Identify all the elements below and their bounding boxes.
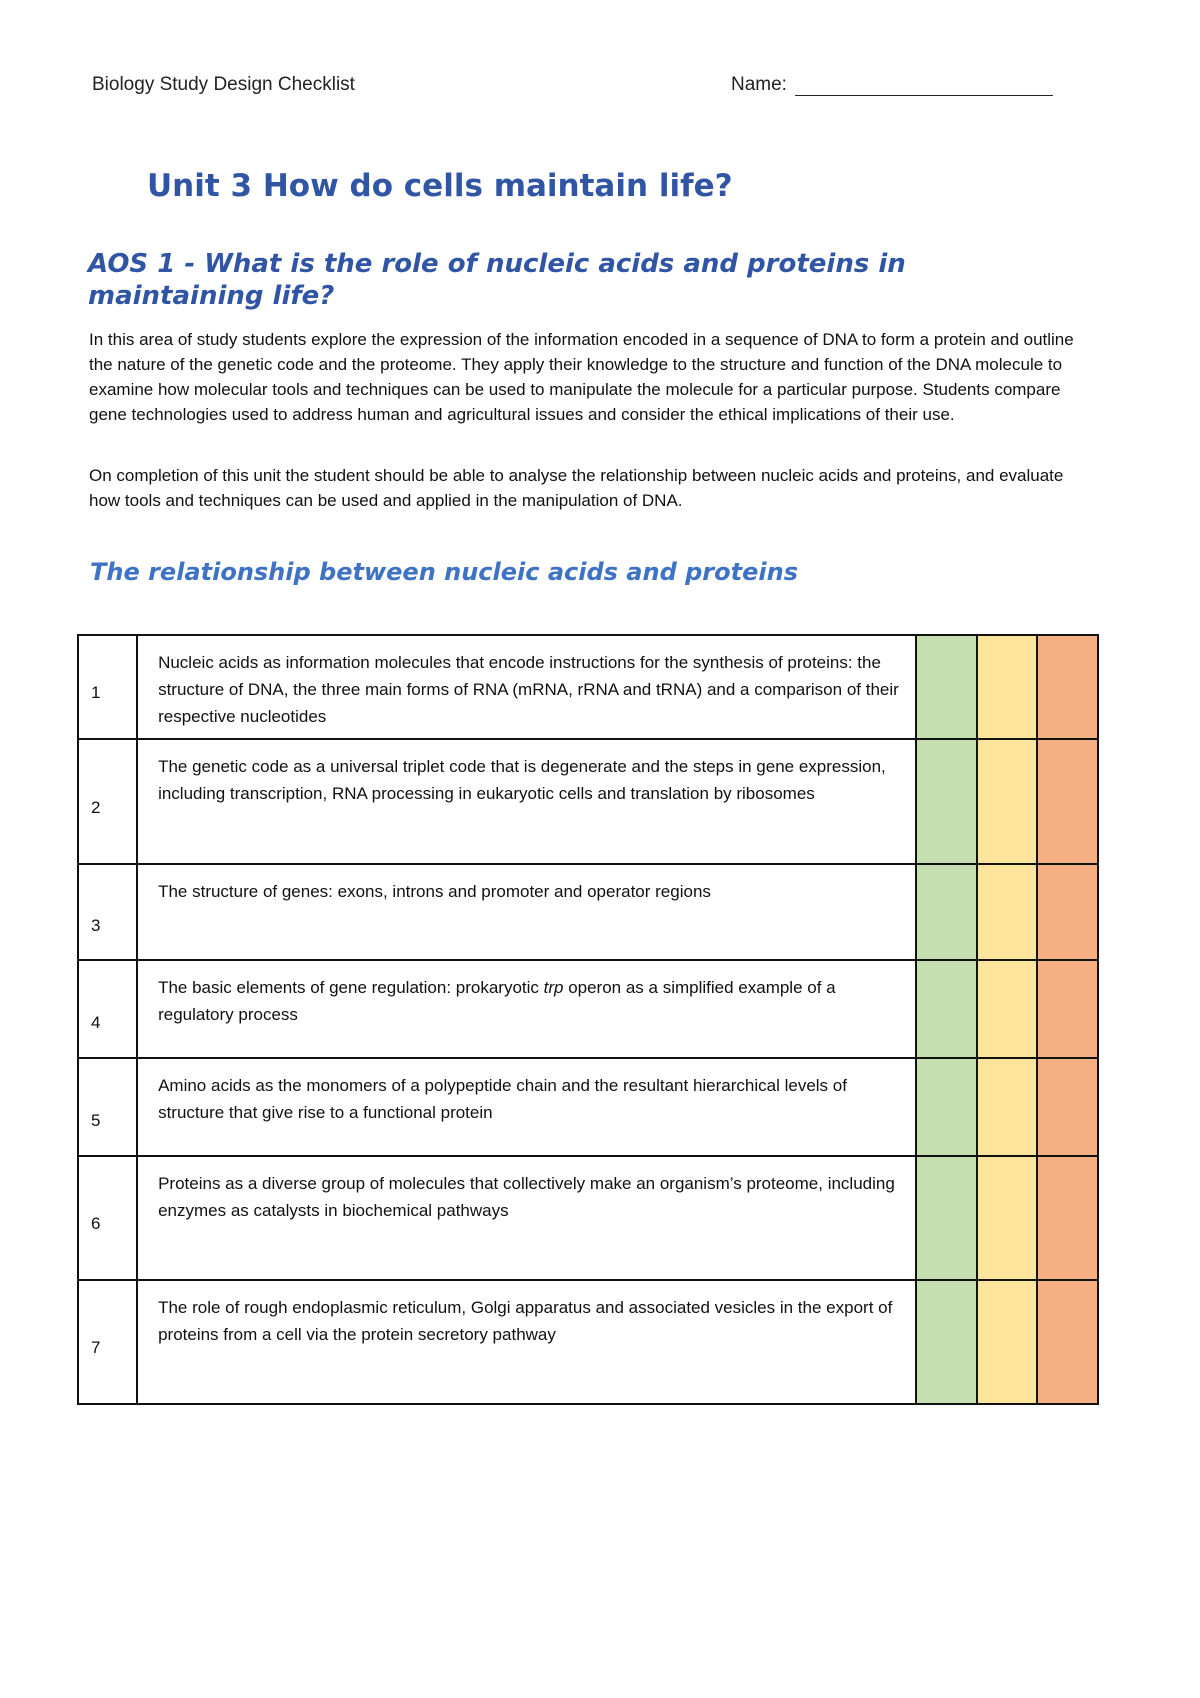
rating-orange-cell[interactable] — [1037, 635, 1098, 739]
rating-yellow-cell[interactable] — [977, 635, 1038, 739]
rating-green-cell[interactable] — [916, 960, 977, 1058]
rating-yellow-cell[interactable] — [977, 1156, 1038, 1280]
intro-paragraph: In this area of study students explore the expression of the information encoded in a sequence of DNA to form a protein and outline the nature of the genetic code and the proteome. They apply their knowledge to the structure and function of the DNA molecule to examine how molecular tools and techniques can be used to manipulate the molecule for a particular purpose. Students compare gene technologies used to address human and agricultural issues and consider the ethical implications of their use. — [89, 330, 1074, 424]
rating-green-cell[interactable] — [916, 1156, 977, 1280]
rating-orange-cell[interactable] — [1037, 1280, 1098, 1404]
table-row — [78, 1156, 1098, 1280]
rating-green-cell[interactable] — [916, 1280, 977, 1404]
checklist-table — [77, 634, 1099, 1405]
outcome-paragraph: On completion of this unit the student should be able to analyse the relationship between nucleic acids and proteins, and evaluate how tools and techniques can be used and applied in the manipulation of DNA. — [89, 466, 1064, 510]
rating-yellow-cell[interactable] — [977, 1280, 1038, 1404]
table-row — [78, 1280, 1098, 1404]
section-title: The relationship between nucleic acids and proteins — [90, 558, 798, 586]
table-row — [78, 960, 1098, 1058]
row-description: The role of rough endoplasmic reticulum, Golgi apparatus and associated vesicles in the export of proteins from a cell via the protein secretory pathway — [137, 1280, 916, 1404]
name-field[interactable] — [731, 74, 1053, 96]
row-number: 4 — [78, 960, 137, 1058]
unit-title: Unit 3 How do cells maintain life? — [147, 168, 733, 204]
rating-orange-cell[interactable] — [1037, 739, 1098, 864]
rating-orange-cell[interactable] — [1037, 1058, 1098, 1156]
row-description: Amino acids as the monomers of a polypeptide chain and the resultant hierarchical levels of structure that give rise to a functional protein — [137, 1058, 916, 1156]
row-number: 3 — [78, 864, 137, 960]
table-row — [78, 864, 1098, 960]
table-row — [78, 739, 1098, 864]
rating-green-cell[interactable] — [916, 635, 977, 739]
rating-orange-cell[interactable] — [1037, 960, 1098, 1058]
row-number: 5 — [78, 1058, 137, 1156]
rating-yellow-cell[interactable] — [977, 864, 1038, 960]
rating-yellow-cell[interactable] — [977, 739, 1038, 864]
row-description: Proteins as a diverse group of molecules that collectively make an organism’s proteome, including enzymes as catalysts in biochemical pathways — [137, 1156, 916, 1280]
row-number: 6 — [78, 1156, 137, 1280]
rating-yellow-cell[interactable] — [977, 960, 1038, 1058]
name-blank-line[interactable] — [795, 75, 1053, 96]
row-number: 7 — [78, 1280, 137, 1404]
rating-green-cell[interactable] — [916, 864, 977, 960]
aos-title: AOS 1 - What is the role of nucleic acids and proteins in maintaining life? — [88, 249, 906, 311]
row-description: The structure of genes: exons, introns and promoter and operator regions — [137, 864, 916, 960]
rating-yellow-cell[interactable] — [977, 1058, 1038, 1156]
document-title: Biology Study Design Checklist — [92, 74, 355, 95]
rating-orange-cell[interactable] — [1037, 864, 1098, 960]
table-row — [78, 635, 1098, 739]
rating-green-cell[interactable] — [916, 1058, 977, 1156]
row-description: The basic elements of gene regulation: prokaryotic trp operon as a simplified example of a regulatory process — [137, 960, 916, 1058]
row-number: 2 — [78, 739, 137, 864]
table-row — [78, 1058, 1098, 1156]
rating-green-cell[interactable] — [916, 739, 977, 864]
rating-orange-cell[interactable] — [1037, 1156, 1098, 1280]
row-description: The genetic code as a universal triplet code that is degenerate and the steps in gene expression, including transcription, RNA processing in eukaryotic cells and translation by ribosomes — [137, 739, 916, 864]
name-label: Name: — [731, 74, 787, 95]
row-number: 1 — [78, 635, 137, 739]
row-description: Nucleic acids as information molecules that encode instructions for the synthesis of proteins: the structure of DNA, the three main forms of RNA (mRNA, rRNA and tRNA) and a comparison of their respective nucleotides — [137, 635, 916, 739]
